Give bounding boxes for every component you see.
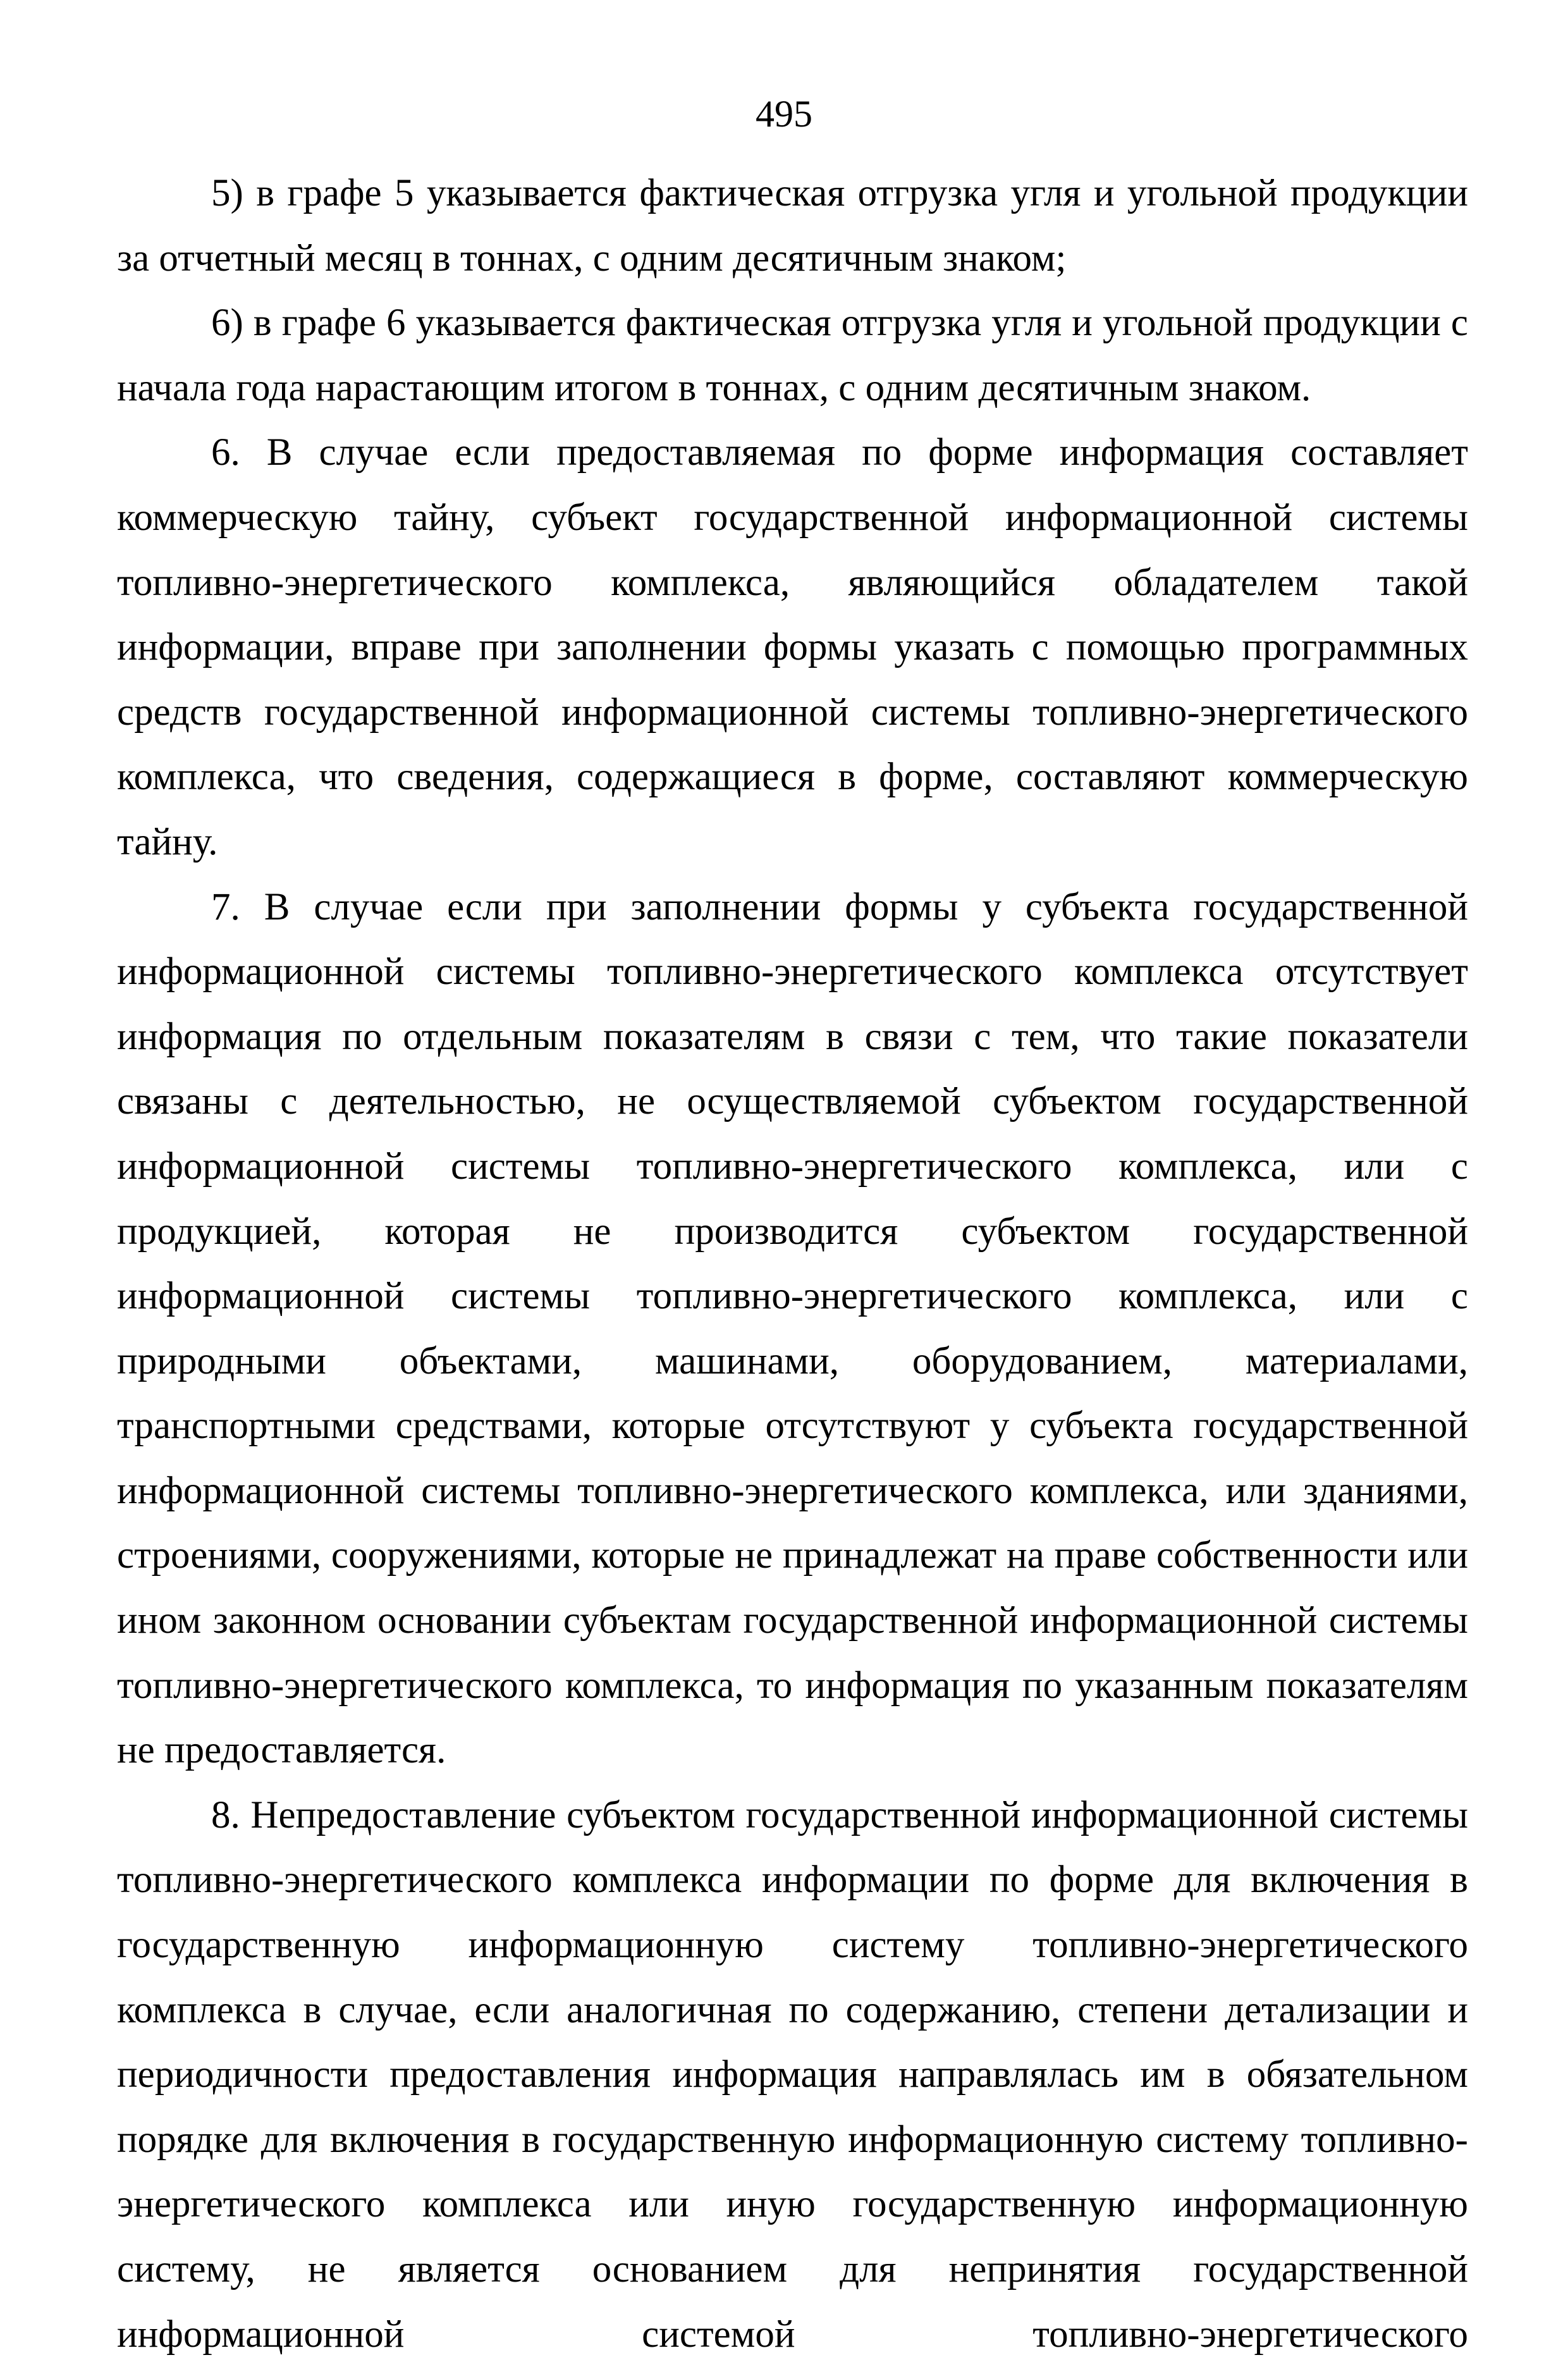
list-item-5: 5) в графе 5 указывается фактическая отгрузка угля и угольной продукции за отчетный месяц в тоннах, с одним десятичным знаком; <box>117 172 1468 280</box>
page-number: 495 <box>756 93 812 135</box>
clause-6-paragraph: 6. В случае если предоставляемая по форме информация составляет коммерческую тайну, субъект государственной информационной системы топливно-энергетического комплекса, являющийся обладателем такой информации, вправе при заполнении формы указать с помощью программных средств государственной информационной системы топливно-энергетического комплекса, что сведения, содержащиеся в форме, составляют коммерческую тайну. <box>117 431 1468 863</box>
list-item-6: 6) в графе 6 указывается фактическая отгрузка угля и угольной продукции с начала года нарастающим итогом в тоннах, с одним десятичным знаком. <box>117 302 1468 409</box>
document-body <box>117 161 1468 2367</box>
clause-8-paragraph: 8. Непредоставление субъектом государственной информационной системы топливно-энергетического комплекса информации по форме для включения в государственную информационную систему топливно-энергетического комплекса в случае, если аналогичная по содержанию, степени детализации и периодичности предоставления информация направлялась им в обязательном порядке для включения в государственную информационную систему топливно-энергетического комплекса или иную государственную информационную систему, не является основанием для непринятия государственной информационной системой топливно-энергетического <box>117 1793 1468 2356</box>
clause-7-paragraph: 7. В случае если при заполнении формы у субъекта государственной информационной системы топливно-энергетического комплекса отсутствует информация по отдельным показателям в связи с тем, что такие показатели связаны с деятельностью, не осуществляемой субъектом государственной информационной системы топливно-энергетического комплекса, или с продукцией, которая не производится субъектом государственной информационной системы топливно-энергетического комплекса, или с природными объектами, машинами, оборудованием, материалами, транспортными средствами, которые отсутствуют у субъекта государственной информационной системы топливно-энергетического комплекса, или зданиями, строениями, сооружениями, которые не принадлежат на праве собственности или ином законном основании субъектам государственной информационной системы топливно-энергетического комплекса, то информация по указанным показателям не предоставляется. <box>117 885 1468 1772</box>
